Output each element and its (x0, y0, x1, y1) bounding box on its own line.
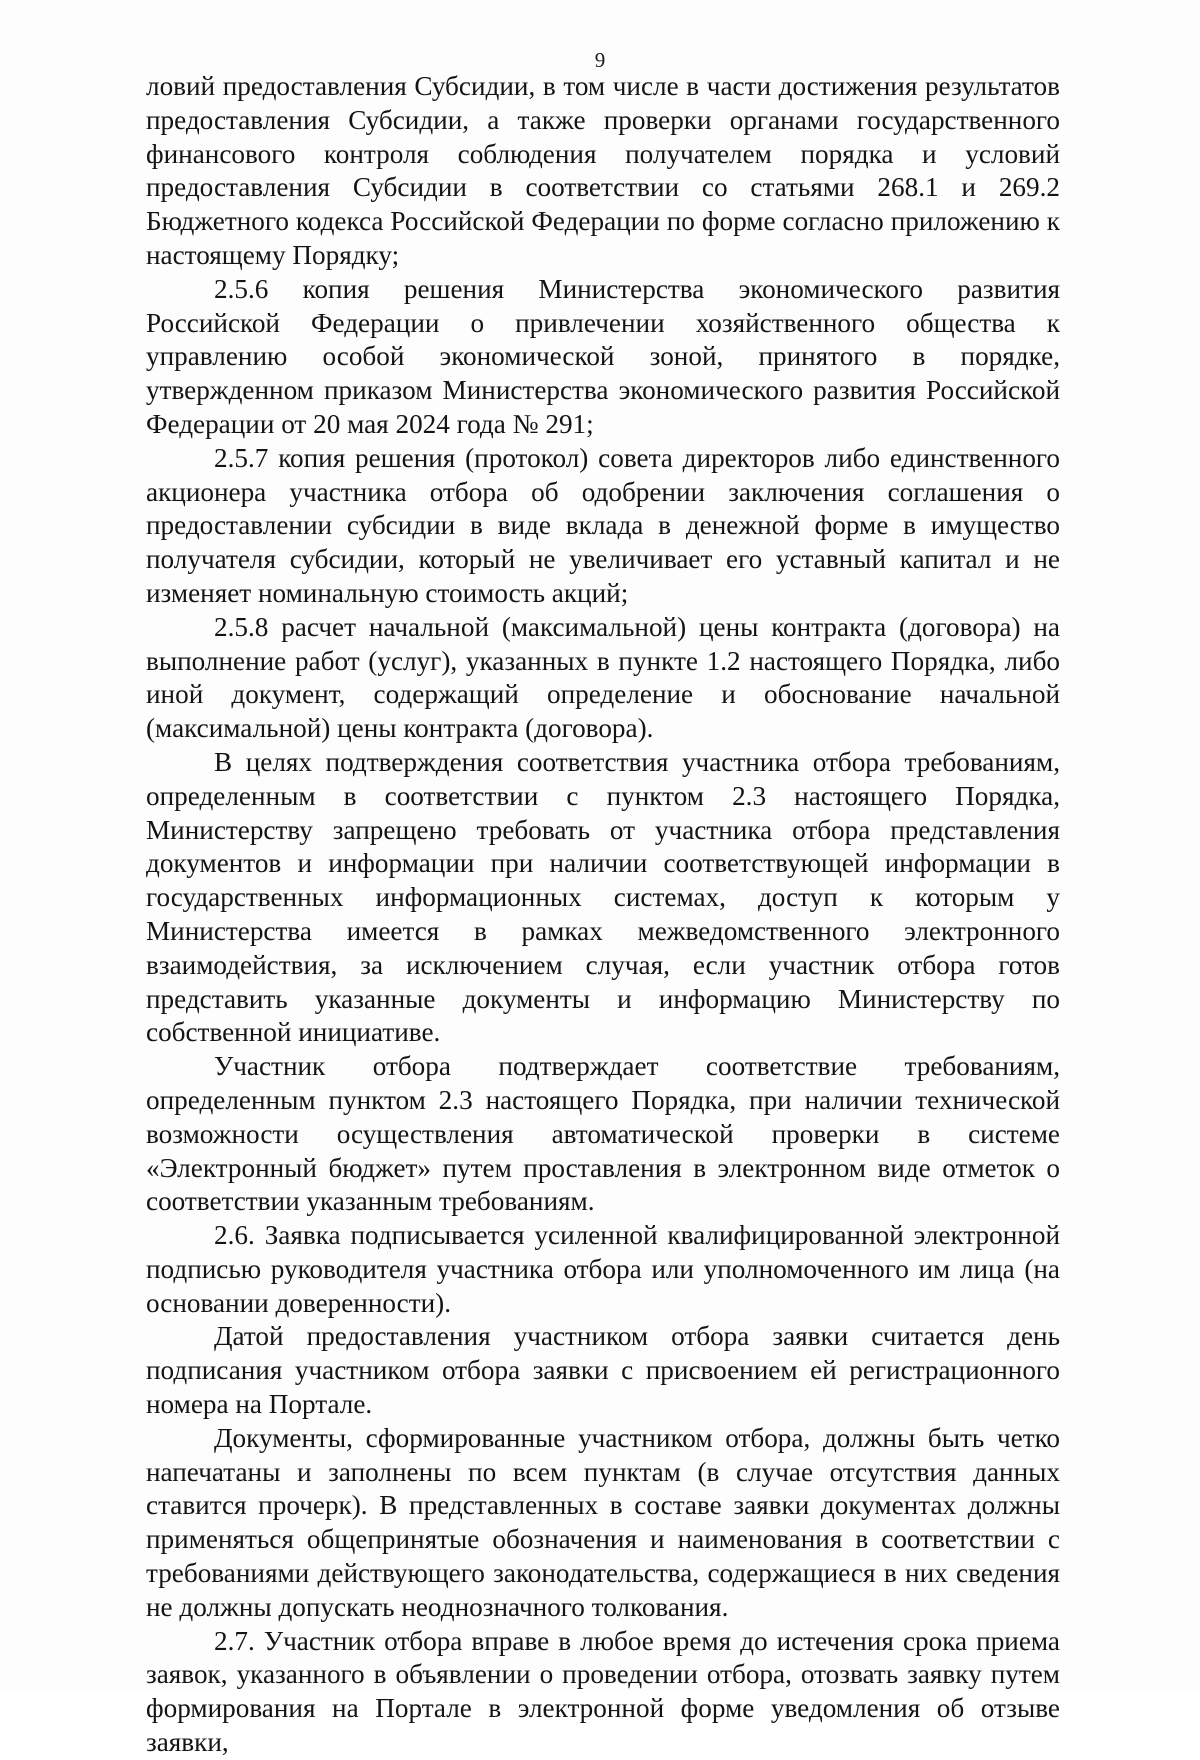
paragraph-documents-requirements: Документы, сформированные участником отбора, должны быть четко напечатаны и заполнены по всем пунктам (в случае отсутствия данных ставится прочерк). В представленных в составе заявки документах должны применяться общепринятые обозначения и наименования в соответствии с требованиями действующего законодательства, содержащиеся в них сведения не должны допускать неоднозначного толкования. (146, 1422, 1060, 1622)
paragraph-2-5-8: 2.5.8 расчет начальной (максимальной) цены контракта (договора) на выполнение работ (услуг), указанных в пункте 1.2 настоящего Порядка, либо иной документ, содержащий определение и обоснование начальной (максимальной) цены контракта (договора). (146, 611, 1060, 744)
paragraph-2-7: 2.7. Участник отбора вправе в любое время до истечения срока приема заявок, указанного в объявлении о проведении отбора, отозвать заявку путем формирования на Портале в электронной форме уведомления об отзыве заявки, (146, 1625, 1060, 1758)
paragraph-2-5-6: 2.5.6 копия решения Министерства экономического развития Российской Федерации о привлечении хозяйственного общества к управлению особой экономической зоной, принятого в порядке, утвержденном приказом Министерства экономического развития Российской Федерации от 20 мая 2024 года № 291; (146, 273, 1060, 439)
paragraph-submission-date: Датой предоставления участником отбора заявки считается день подписания участником отбора заявки с присвоением ей регистрационного номера на Портале. (146, 1321, 1060, 1420)
paragraph-2-6: 2.6. Заявка подписывается усиленной квалифицированной электронной подписью руководителя участника отбора или уполномоченного им лица (на основании доверенности). (146, 1220, 1060, 1318)
paragraph-continuation: ловий предоставления Субсидии, в том числе в части достижения результатов предоставления Субсидии, а также проверки органами государственного финансового контроля соблюдения получателем порядка и условий предоставления Субсидии в соответствии со статьями 268.1 и 269.2 Бюджетного кодекса Российской Федерации по форме согласно приложению к настоящему Порядку; (146, 71, 1060, 270)
document-body (146, 70, 1060, 1760)
page-number: 9 (594, 48, 606, 72)
paragraph-2-5-7: 2.5.7 копия решения (протокол) совета директоров либо единственного акционера участника отбора об одобрении заключения соглашения о предоставлении субсидии в виде вклада в денежной форме в имущество получателя субсидии, который не увеличивает его уставный капитал и не изменяет номинальную стоимость акций; (146, 442, 1060, 608)
paragraph-verification-restriction: В целях подтверждения соответствия участника отбора требованиям, определенным в соответствии с пунктом 2.3 настоящего Порядка, Министерству запрещено требовать от участника отбора представления документов и информации при наличии соответствующей информации в государственных информационных системах, доступ к которым у Министерства имеется в рамках межведомственного электронного взаимодействия, за исключением случая, если участник отбора готов представить указанные документы и информацию Министерству по собственной инициативе. (146, 746, 1060, 1048)
paragraph-participant-confirmation: Участник отбора подтверждает соответствие требованиям, определенным пунктом 2.3 настоящего Порядка, при наличии технической возможности осуществления автоматической проверки в системе «Электронный бюджет» путем проставления в электронном виде отметок о соответствии указанным требованиям. (146, 1051, 1060, 1217)
